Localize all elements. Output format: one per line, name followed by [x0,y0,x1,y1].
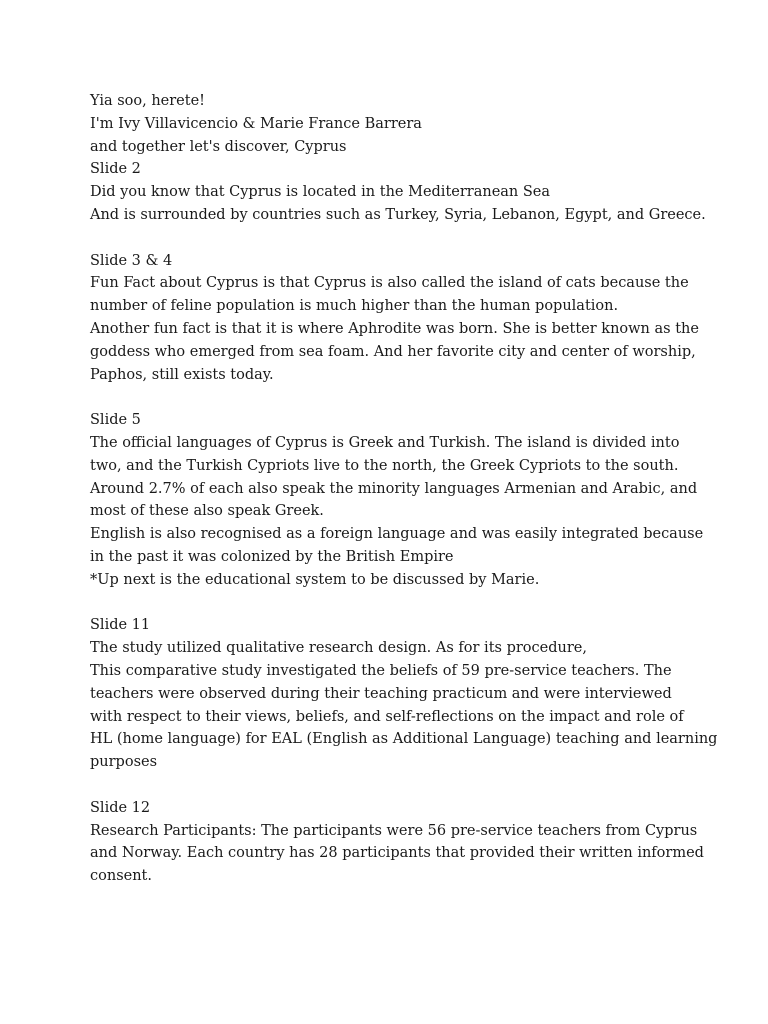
slide-5-line: most of these also speak Greek. [90,503,324,520]
slide-11-line: teachers were observed during their teaching practicum and were interviewed [90,685,672,702]
slide-5-line: English is also recognised as a foreign language and was easily integrated because [90,526,704,543]
slide-3-4-line: number of feline population is much higher than the human population. [90,298,619,315]
discover-line: and together let's discover, Cyprus [90,138,347,155]
slide-5-line: *Up next is the educational system to be discussed by Marie. [90,571,540,588]
paragraph-spacer [90,386,690,409]
slide-2-heading: Slide 2 [90,161,141,178]
paragraph-spacer [90,592,690,615]
slide-12-line: and Norway. Each country has 28 participants that provided their written informed [90,845,704,862]
paragraph-spacer [90,774,690,797]
slide-3-4-line: goddess who emerged from sea foam. And her favorite city and center of worship, [90,343,696,360]
slide-2-line: And is surrounded by countries such as Turkey, Syria, Lebanon, Egypt, and Greece. [90,206,706,223]
slide-11-line: purposes [90,754,158,771]
slide-11-heading: Slide 11 [90,617,151,634]
slide-11-line: HL (home language) for EAL (English as Additional Language) teaching and learning [90,731,718,748]
slide-12-line: Research Participants: The participants were 56 pre-service teachers from Cyprus [90,822,698,839]
slide-11-line: with respect to their views, beliefs, and self-reflections on the impact and role of [90,708,684,725]
greeting-line: Yia soo, herete! [90,93,205,109]
slide-3-4-line: Another fun fact is that it is where Aphrodite was born. She is better known as the [90,320,699,337]
slide-12-line: consent. [90,868,152,885]
slide-2-line: Did you know that Cyprus is located in the Mediterranean Sea [90,184,551,201]
slide-5-line: The official languages of Cyprus is Greek and Turkish. The island is divided into [90,434,680,451]
slide-5-line: Around 2.7% of each also speak the minority languages Armenian and Arabic, and [90,480,698,497]
slide-5-heading: Slide 5 [90,412,141,429]
slide-5-line: two, and the Turkish Cypriots live to the north, the Greek Cypriots to the south. [90,457,679,474]
slide-11-line: This comparative study investigated the beliefs of 59 pre-service teachers. The [90,662,672,679]
document-body [90,90,718,888]
slide-11-line: The study utilized qualitative research design. As for its procedure, [90,640,587,657]
slide-3-4-line: Fun Fact about Cyprus is that Cyprus is also called the island of cats because the [90,275,689,292]
paragraph-spacer [90,227,690,250]
presenters-line: I'm Ivy Villavicencio & Marie France Barrera [90,115,422,132]
slide-3-4-line: Paphos, still exists today. [90,366,274,383]
slide-12-heading: Slide 12 [90,799,151,816]
slide-3-4-heading: Slide 3 & 4 [90,252,173,269]
slide-5-line: in the past it was colonized by the British Empire [90,548,454,565]
